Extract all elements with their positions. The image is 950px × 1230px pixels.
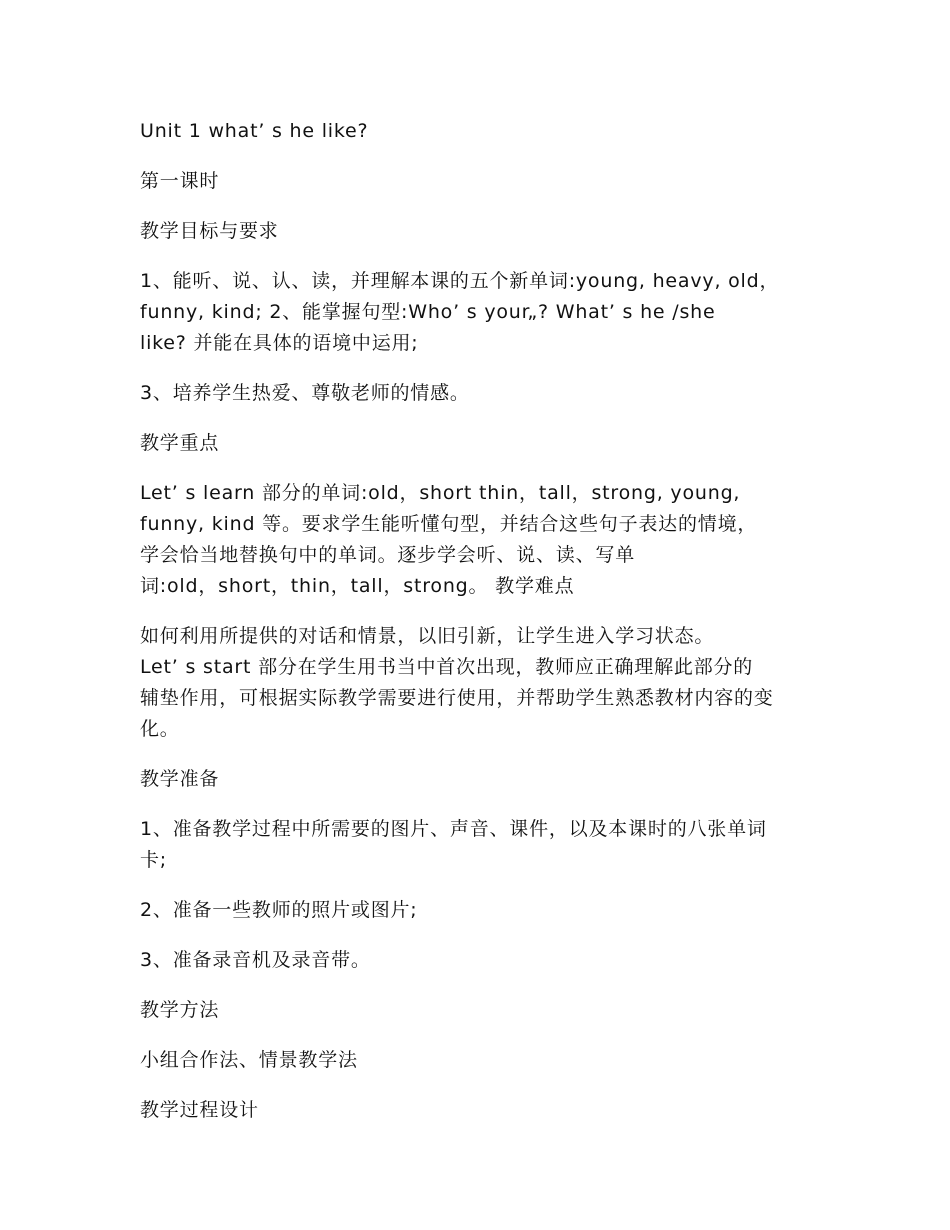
unit-title: Unit 1 what’ s he like? (140, 120, 369, 142)
focus-heading: 教学重点 (140, 432, 220, 454)
document-body (140, 116, 820, 1126)
focus-line: 词:old，short，thin，tall，strong。 教学难点 (140, 575, 575, 597)
focus-paragraph (140, 478, 820, 602)
objectives-heading: 教学目标与要求 (140, 220, 279, 242)
prep-heading: 教学准备 (140, 768, 220, 790)
prep-item-two: 2、准备一些教师的照片或图片; (140, 899, 418, 921)
focus-line: Let’ s learn 部分的单词:old，short thin，tall，strong, young, (140, 482, 741, 504)
difficulty-paragraph (140, 621, 820, 745)
objective-three: 3、培养学生热爱、尊敬老师的情感。 (140, 382, 470, 404)
difficulty-line: 化。 (140, 718, 180, 740)
prep-item-one (140, 814, 820, 876)
objectives-paragraph (140, 266, 820, 359)
prep-line: 卡; (140, 849, 168, 871)
difficulty-line: Let’ s start 部分在学生用书当中首次出现，教师应正确理解此部分的 (140, 656, 754, 678)
difficulty-line: 辅垫作用，可根据实际教学需要进行使用，并帮助学生熟悉教材内容的变 (140, 687, 774, 709)
process-heading: 教学过程设计 (140, 1099, 259, 1121)
objectives-line: 1、能听、说、认、读，并理解本课的五个新单词:young, heavy, old， (140, 270, 780, 292)
objectives-line: like? 并能在具体的语境中运用; (140, 332, 419, 354)
focus-line: funny, kind 等。要求学生能听懂句型，并结合这些句子表达的情境， (140, 513, 758, 535)
focus-line: 学会恰当地替换句中的单词。逐步学会听、说、读、写单 (140, 544, 636, 566)
prep-line: 1、准备教学过程中所需要的图片、声音、课件，以及本课时的八张单词 (140, 818, 767, 840)
method-heading: 教学方法 (140, 999, 220, 1021)
lesson-label: 第一课时 (140, 170, 220, 192)
objectives-line: funny, kind; 2、能掌握句型:Who’ s your„? What’ s he /she (140, 301, 716, 323)
difficulty-line: 如何利用所提供的对话和情景，以旧引新，让学生进入学习状态。 (140, 625, 715, 647)
prep-item-three: 3、准备录音机及录音带。 (140, 949, 371, 971)
method-text: 小组合作法、情景教学法 (140, 1049, 358, 1071)
